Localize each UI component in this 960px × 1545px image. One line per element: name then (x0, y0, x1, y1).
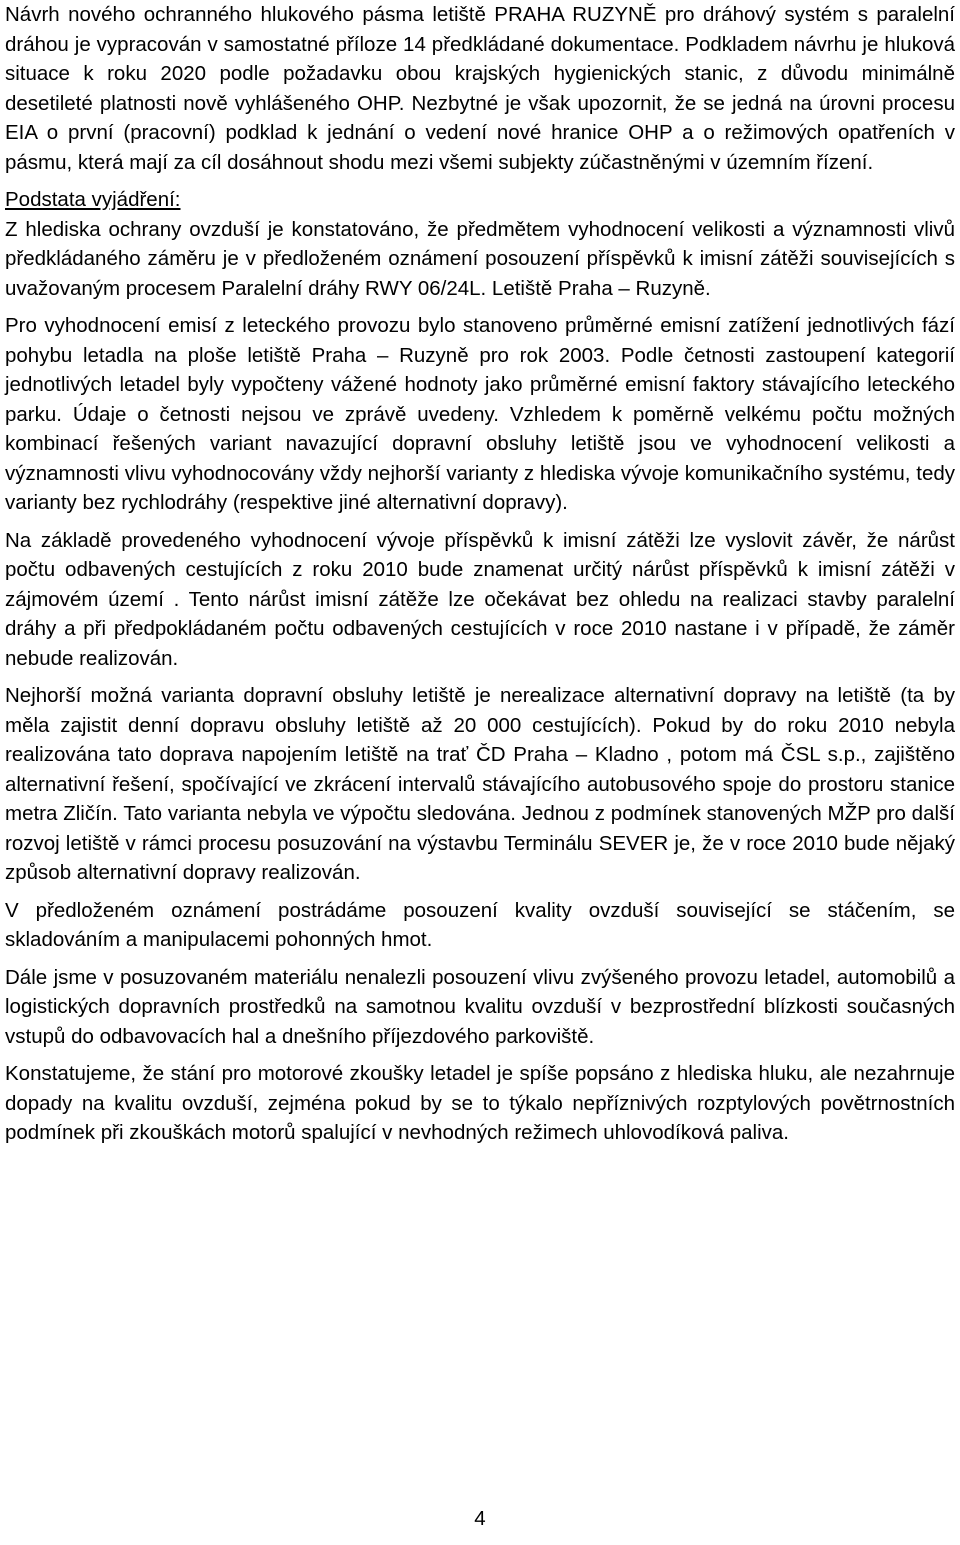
paragraph-traffic-impact: Dále jsme v posuzovaném materiálu nenalezli posouzení vlivu zvýšeného provozu letadel, automobilů a logistických dopravních prostředků na samotnou kvalitu ovzduší v bezprostřední blízkosti současných vstupů do odbavovacích hal a dnešního příjezdového parkoviště. (5, 965, 955, 1048)
page-number: 4 (474, 1507, 486, 1530)
paragraph-conclusion: Na základě provedeného vyhodnocení vývoje příspěvků k imisní zátěži lze vyslovit závěr, že nárůst počtu odbavených cestujících z roku 2010 bude znamenat určitý nárůst příspěvků k imisní zátěži v zájmovém území . Tento nárůst imisní zátěže lze očekávat bez ohledu na realizaci stavby paralelní dráhy a při předpokládaném počtu odbavených cestujících v roce 2010 nastane i v případě, že záměr nebude realizován. (5, 528, 955, 670)
paragraph-worst-variant: Nejhorší možná varianta dopravní obsluhy letiště je nerealizace alternativní dopravy na letiště (ta by měla zajistit denní dopravu obsluhy letiště až 20 000 cestujících). Pokud by do roku 2010 nebyla realizována tato doprava napojením letiště na trať ČD Praha – Kladno , potom má ČSL s.p., zajištěno alternativní řešení, spočívající ve zkrácení intervalů stávajícího autobusového spoje do prostoru stanice metra Zličín. Tato varianta nebyla ve výpočtu sledována. Jednou z podmínek stanovených MŽP pro další rozvoj letiště v rámci procesu posuzování na výstavbu Terminálu SEVER je, že v roce 2010 bude nějaký způsob alternativní dopravy realizován. (5, 684, 955, 884)
paragraph-air-protection: Z hlediska ochrany ovzduší je konstatováno, že předmětem vyhodnocení velikosti a významnosti vlivů předkládaného záměru je v předloženém oznámení posouzení příspěvků k imisní zátěži souvisejících s uvažovaným procesem Paralelní dráhy RWY 06/24L. Letiště Praha – Ruzyně. (5, 217, 955, 300)
section-heading: Podstata vyjádření: (5, 188, 181, 211)
paragraph-fuel-handling: V předloženém oznámení postrádáme posouzení kvality ovzduší související se stáčením, se skladováním a manipulacemi pohonných hmot. (5, 898, 955, 951)
paragraph-engine-tests: Konstatujeme, že stání pro motorové zkoušky letadel je spíše popsáno z hlediska hluku, ale nezahrnuje dopady na kvalitu ovzduší, zejména pokud by se to týkalo nepříznivých rozptylových povětrnostních podmínek při zkouškách motorů spalující v nevhodných režimech uhlovodíková paliva. (5, 1062, 955, 1144)
paragraph-emissions-evaluation: Pro vyhodnocení emisí z leteckého provozu bylo stanoveno průměrné emisní zatížení jednotlivých fází pohybu letadla na ploše letiště Praha – Ruzyně pro rok 2003. Podle četnosti zastoupení kategorií jednotlivých letadel byly vypočteny vážené hodnoty jako průměrné emisní faktory stávajícího leteckého parku. Údaje o četnosti nejsou ve zprávě uvedeny. Vzhledem k poměrně velkému počtu možných kombinací řešených variant navazující dopravní obsluhy letiště jsou ve vyhodnocení velikosti a významnosti vlivu vyhodnocovány vždy nejhorší varianty z hlediska vývoje komunikačního systému, tedy varianty bez rychlodráhy (respektive jiné alternativní dopravy). (5, 314, 955, 514)
paragraph-noise-zone: Návrh nového ochranného hlukového pásma letiště PRAHA RUZYNĚ pro dráhový systém s paralelní dráhou je vypracován v samostatné příloze 14 předkládané dokumentace. Podkladem návrhu je hluková situace k roku 2020 podle požadavku obou krajských hygienických stanic, z důvodu minimálně desetileté platnosti nově vyhlášeného OHP. Nezbytné je však upozornit, že se jedná na úrovni procesu EIA o první (pracovní) podklad k jednání o vedení nové hranice OHP a o režimových opatřeních v pásmu, která mají za cíl dosáhnout shodu mezi všemi subjekty zúčastněnými v územním řízení. (5, 3, 955, 174)
document-page (5, 0, 955, 1148)
